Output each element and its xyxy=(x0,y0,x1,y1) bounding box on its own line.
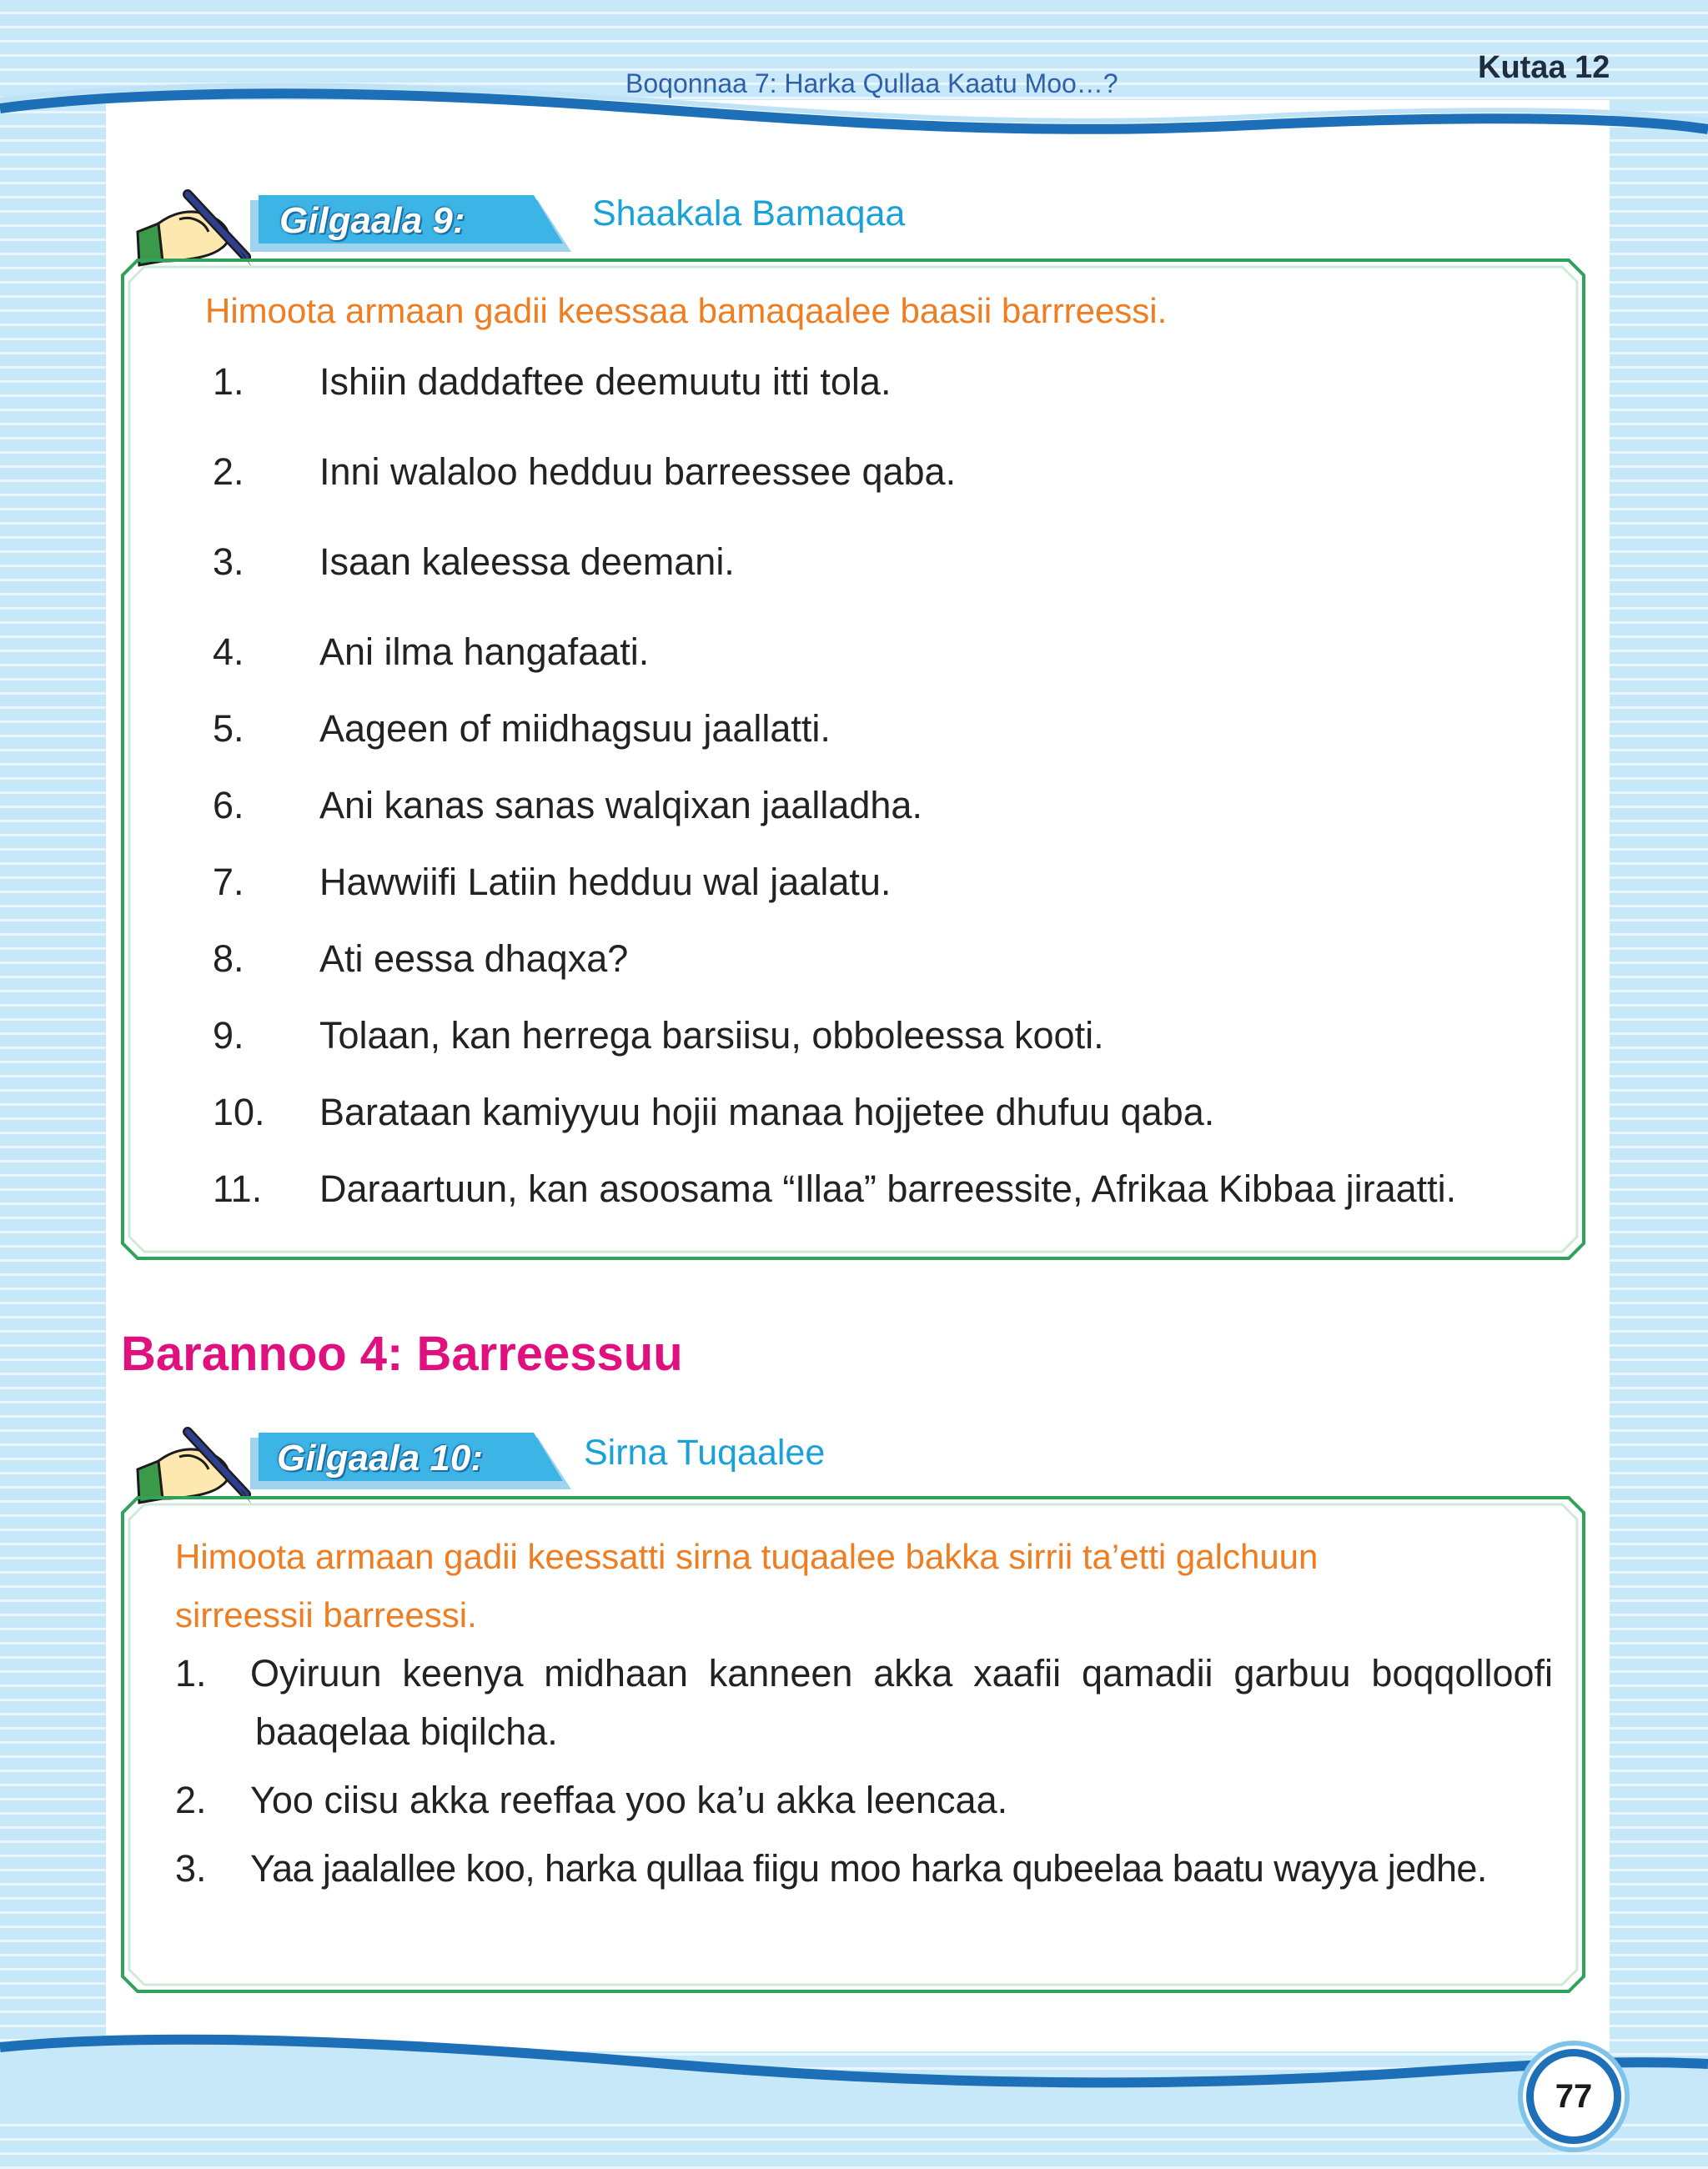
item-number: 1. xyxy=(213,360,244,403)
item-text: Barataan kamiyyuu hojii manaa hojjetee dhufuu qaba. xyxy=(319,1091,1215,1133)
item-text: Tolaan, kan herrega barsiisu, obboleessa kooti. xyxy=(319,1014,1104,1057)
exercise-10-label: Gilgaala 10: xyxy=(277,1438,484,1479)
item-number: 10. xyxy=(213,1091,265,1133)
item-number: 11. xyxy=(213,1167,263,1210)
item-number: 6. xyxy=(213,784,244,826)
exercise-10-item-number: 1. xyxy=(175,1652,207,1695)
page-number: 77 xyxy=(1526,2049,1621,2144)
bottom-wave-border xyxy=(0,2022,1708,2122)
exercise-10-item-line: Yoo ciisu akka reeffaa yoo ka’u akka leencaa. xyxy=(250,1779,1008,1821)
item-text: Hawwiifi Latiin hedduu wal jaalatu. xyxy=(319,861,892,903)
exercise-10-instruction-line1: Himoota armaan gadii keessatti sirna tuqaalee bakka sirrii ta’etti galchuun xyxy=(175,1537,1319,1576)
item-number: 5. xyxy=(213,707,244,750)
item-number: 3. xyxy=(213,540,244,583)
section-heading: Barannoo 4: Barreessuu xyxy=(121,1327,683,1381)
running-title: Boqonnaa 7: Harka Qullaa Kaatu Moo…? xyxy=(625,68,1118,98)
exercise-10-item-number: 2. xyxy=(175,1779,207,1821)
item-text: Daraartuun, kan asoosama “Illaa” barreessite, Afrikaa Kibbaa jiraatti. xyxy=(319,1167,1457,1210)
item-text: Ani kanas sanas walqixan jaalladha. xyxy=(319,784,922,826)
exercise-10-subtitle: Sirna Tuqaalee xyxy=(584,1433,826,1473)
item-text: Ati eessa dhaqxa? xyxy=(319,937,629,980)
item-text: Inni walaloo hedduu barreessee qaba. xyxy=(319,450,957,493)
item-number: 4. xyxy=(213,630,244,673)
item-text: Aageen of miidhagsuu jaallatti. xyxy=(319,707,831,750)
exercise-10-instruction-line2: sirreessii barreessi. xyxy=(175,1595,477,1634)
exercise-10-item-number: 3. xyxy=(175,1847,207,1890)
item-text: Isaan kaleessa deemani. xyxy=(319,540,735,583)
exercise-10-item-line: baaqelaa biqilcha. xyxy=(255,1710,558,1753)
item-number: 8. xyxy=(213,937,244,980)
chapter-label: Kutaa 12 xyxy=(1478,50,1610,85)
exercise-10-item-line: Oyiruun keenya midhaan kanneen akka xaafii qamadii garbuu boqqolloofi xyxy=(250,1652,1553,1695)
item-number: 2. xyxy=(213,450,244,493)
item-number: 9. xyxy=(213,1014,244,1057)
item-text: Ishiin daddaftee deemuutu itti tola. xyxy=(319,360,892,403)
exercise-9-label: Gilgaala 9: xyxy=(279,200,465,241)
item-text: Ani ilma hangafaati. xyxy=(319,630,650,673)
item-number: 7. xyxy=(213,861,244,903)
exercise-10-item-line: Yaa jaalallee koo, harka qullaa fiigu moo harka qubeelaa baatu wayya jedhe. xyxy=(250,1847,1487,1890)
exercise-9-subtitle: Shaakala Bamaqaa xyxy=(592,193,906,233)
exercise-9-instruction: Himoota armaan gadii keessaa bamaqaalee baasii barrreessi. xyxy=(205,291,1168,330)
